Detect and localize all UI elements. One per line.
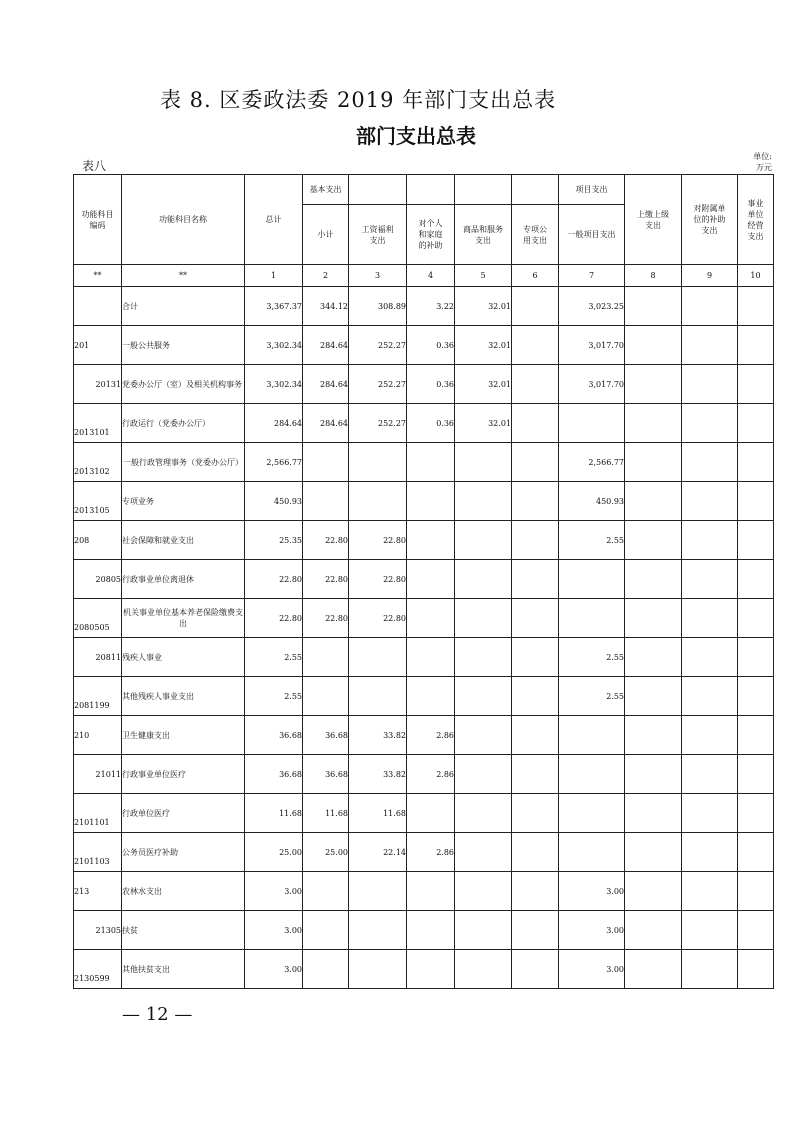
- func-code-cell: 2130599: [74, 950, 122, 989]
- general-cell: 3.00: [559, 911, 625, 950]
- personal-cell: [407, 911, 455, 950]
- general-cell: [559, 833, 625, 872]
- table-row: [74, 365, 774, 404]
- subtotal-cell: 36.68: [303, 755, 349, 794]
- header-empty-2: [407, 175, 455, 205]
- func-name-cell: 卫生健康支出: [122, 716, 245, 755]
- func-code-cell: 20805: [74, 560, 122, 599]
- expenditure-table: [73, 174, 774, 989]
- header-row-1: [74, 175, 774, 205]
- business-cell: [738, 287, 774, 326]
- table-row: [74, 482, 774, 521]
- header-empty-1: [349, 175, 407, 205]
- general-cell: 3.00: [559, 872, 625, 911]
- special-cell: [512, 716, 559, 755]
- total-cell: 36.68: [245, 716, 303, 755]
- special-cell: [512, 365, 559, 404]
- special-cell: [512, 599, 559, 638]
- affiliated-cell: [682, 833, 738, 872]
- affiliated-cell: [682, 521, 738, 560]
- header-total: 总计: [245, 175, 303, 265]
- func-name-cell: 机关事业单位基本养老保险缴费支出: [122, 599, 245, 638]
- subtotal-cell: 22.80: [303, 599, 349, 638]
- upper-cell: [625, 872, 682, 911]
- func-code-cell: [74, 287, 122, 326]
- header-index-row: [74, 265, 774, 287]
- func-code-cell: 20811: [74, 638, 122, 677]
- general-cell: 450.93: [559, 482, 625, 521]
- subtotal-cell: [303, 911, 349, 950]
- personal-cell: 2.86: [407, 755, 455, 794]
- table-row: [74, 950, 774, 989]
- func-code-cell: 2080505: [74, 599, 122, 638]
- subtotal-cell: [303, 872, 349, 911]
- total-cell: 3,302.34: [245, 326, 303, 365]
- column-index: 7: [559, 265, 625, 287]
- wage-cell: 22.80: [349, 521, 407, 560]
- subtotal-cell: 344.12: [303, 287, 349, 326]
- func-name-cell: 行政运行（党委办公厅）: [122, 404, 245, 443]
- personal-cell: [407, 560, 455, 599]
- func-code-cell: 20131: [74, 365, 122, 404]
- wage-cell: 11.68: [349, 794, 407, 833]
- business-cell: [738, 794, 774, 833]
- header-func-code: 功能科目编码: [74, 175, 122, 265]
- upper-cell: [625, 404, 682, 443]
- personal-cell: 3.22: [407, 287, 455, 326]
- subtotal-cell: 25.00: [303, 833, 349, 872]
- func-name-cell: 其他扶贫支出: [122, 950, 245, 989]
- affiliated-cell: [682, 716, 738, 755]
- total-cell: 25.00: [245, 833, 303, 872]
- affiliated-cell: [682, 872, 738, 911]
- goods-cell: [455, 482, 512, 521]
- general-cell: 3,023.25: [559, 287, 625, 326]
- wage-cell: 22.80: [349, 599, 407, 638]
- header-func-name: 功能科目名称: [122, 175, 245, 265]
- table-row: [74, 833, 774, 872]
- general-cell: [559, 794, 625, 833]
- unit-value: 万元: [756, 163, 772, 172]
- column-index: 10: [738, 265, 774, 287]
- general-cell: [559, 599, 625, 638]
- total-cell: 36.68: [245, 755, 303, 794]
- subtotal-cell: [303, 482, 349, 521]
- general-cell: [559, 755, 625, 794]
- business-cell: [738, 365, 774, 404]
- affiliated-cell: [682, 599, 738, 638]
- total-cell: 11.68: [245, 794, 303, 833]
- special-cell: [512, 911, 559, 950]
- business-cell: [738, 950, 774, 989]
- general-cell: 3,017.70: [559, 326, 625, 365]
- header-upper: 上缴上级支出: [625, 175, 682, 265]
- column-index: **: [122, 265, 245, 287]
- personal-cell: 0.36: [407, 365, 455, 404]
- upper-cell: [625, 833, 682, 872]
- wage-cell: 33.82: [349, 716, 407, 755]
- unit-label-text: 单位:: [753, 152, 772, 161]
- personal-cell: [407, 677, 455, 716]
- goods-cell: [455, 950, 512, 989]
- personal-cell: 0.36: [407, 404, 455, 443]
- special-cell: [512, 950, 559, 989]
- document-title: 表 8. 区委政法委 2019 年部门支出总表: [160, 88, 557, 112]
- subtotal-cell: [303, 638, 349, 677]
- wage-cell: [349, 911, 407, 950]
- general-cell: [559, 560, 625, 599]
- general-cell: 2.55: [559, 677, 625, 716]
- upper-cell: [625, 521, 682, 560]
- personal-cell: 2.86: [407, 833, 455, 872]
- special-cell: [512, 794, 559, 833]
- header-business: 事业单位经营支出: [738, 175, 774, 265]
- goods-cell: [455, 872, 512, 911]
- column-index: 4: [407, 265, 455, 287]
- subtotal-cell: 36.68: [303, 716, 349, 755]
- subtotal-cell: 284.64: [303, 326, 349, 365]
- upper-cell: [625, 599, 682, 638]
- table-row: [74, 677, 774, 716]
- total-cell: 2.55: [245, 638, 303, 677]
- special-cell: [512, 560, 559, 599]
- affiliated-cell: [682, 482, 738, 521]
- affiliated-cell: [682, 638, 738, 677]
- table-row: [74, 521, 774, 560]
- goods-cell: 32.01: [455, 404, 512, 443]
- goods-cell: 32.01: [455, 365, 512, 404]
- personal-cell: [407, 872, 455, 911]
- header-basic: 基本支出: [303, 175, 349, 205]
- business-cell: [738, 326, 774, 365]
- func-code-cell: 2081199: [74, 677, 122, 716]
- business-cell: [738, 755, 774, 794]
- header-general-project: 一般项目支出: [559, 205, 625, 265]
- upper-cell: [625, 443, 682, 482]
- column-index: 1: [245, 265, 303, 287]
- special-cell: [512, 404, 559, 443]
- wage-cell: [349, 638, 407, 677]
- column-index: 5: [455, 265, 512, 287]
- func-code-cell: 2013102: [74, 443, 122, 482]
- func-code-cell: 2101101: [74, 794, 122, 833]
- func-code-cell: 2013101: [74, 404, 122, 443]
- unit-label: [738, 151, 772, 173]
- personal-cell: [407, 794, 455, 833]
- affiliated-cell: [682, 677, 738, 716]
- special-cell: [512, 755, 559, 794]
- general-cell: [559, 404, 625, 443]
- table-body: [74, 175, 774, 989]
- goods-cell: [455, 677, 512, 716]
- header-subsidy-affiliated: 对附属单位的补助支出: [682, 175, 738, 265]
- func-name-cell: 专项业务: [122, 482, 245, 521]
- subtotal-cell: [303, 443, 349, 482]
- special-cell: [512, 521, 559, 560]
- business-cell: [738, 443, 774, 482]
- general-cell: 3,017.70: [559, 365, 625, 404]
- goods-cell: [455, 521, 512, 560]
- subtotal-cell: 11.68: [303, 794, 349, 833]
- upper-cell: [625, 911, 682, 950]
- business-cell: [738, 911, 774, 950]
- upper-cell: [625, 560, 682, 599]
- func-code-cell: 21305: [74, 911, 122, 950]
- header-empty-4: [512, 175, 559, 205]
- general-cell: 3.00: [559, 950, 625, 989]
- upper-cell: [625, 950, 682, 989]
- subtotal-cell: [303, 950, 349, 989]
- goods-cell: [455, 716, 512, 755]
- subtotal-cell: 284.64: [303, 404, 349, 443]
- func-code-cell: 21011: [74, 755, 122, 794]
- special-cell: [512, 872, 559, 911]
- total-cell: 25.35: [245, 521, 303, 560]
- special-cell: [512, 833, 559, 872]
- table-row: [74, 443, 774, 482]
- table-row: [74, 755, 774, 794]
- wage-cell: 252.27: [349, 326, 407, 365]
- total-cell: 2,566.77: [245, 443, 303, 482]
- personal-cell: [407, 482, 455, 521]
- goods-cell: 32.01: [455, 287, 512, 326]
- column-index: 8: [625, 265, 682, 287]
- wage-cell: 22.80: [349, 560, 407, 599]
- func-name-cell: 社会保障和就业支出: [122, 521, 245, 560]
- table-row: [74, 287, 774, 326]
- total-cell: 3.00: [245, 950, 303, 989]
- affiliated-cell: [682, 794, 738, 833]
- subtotal-cell: [303, 677, 349, 716]
- func-name-cell: 党委办公厅（室）及相关机构事务: [122, 365, 245, 404]
- total-cell: 3.00: [245, 911, 303, 950]
- personal-cell: [407, 599, 455, 638]
- func-name-cell: 合计: [122, 287, 245, 326]
- upper-cell: [625, 638, 682, 677]
- func-name-cell: 行政事业单位医疗: [122, 755, 245, 794]
- func-code-cell: 2013105: [74, 482, 122, 521]
- wage-cell: [349, 443, 407, 482]
- func-name-cell: 一般行政管理事务（党委办公厅）: [122, 443, 245, 482]
- affiliated-cell: [682, 326, 738, 365]
- table-row: [74, 911, 774, 950]
- personal-cell: [407, 950, 455, 989]
- goods-cell: [455, 443, 512, 482]
- special-cell: [512, 677, 559, 716]
- table-row: [74, 560, 774, 599]
- column-index: 2: [303, 265, 349, 287]
- wage-cell: 22.14: [349, 833, 407, 872]
- header-empty-3: [455, 175, 512, 205]
- total-cell: 284.64: [245, 404, 303, 443]
- wage-cell: 33.82: [349, 755, 407, 794]
- goods-cell: [455, 911, 512, 950]
- func-code-cell: 210: [74, 716, 122, 755]
- upper-cell: [625, 326, 682, 365]
- personal-cell: [407, 521, 455, 560]
- business-cell: [738, 521, 774, 560]
- func-name-cell: 残疾人事业: [122, 638, 245, 677]
- column-index: 9: [682, 265, 738, 287]
- upper-cell: [625, 482, 682, 521]
- func-name-cell: 公务员医疗补助: [122, 833, 245, 872]
- general-cell: 2.55: [559, 521, 625, 560]
- goods-cell: [455, 833, 512, 872]
- subtotal-cell: 284.64: [303, 365, 349, 404]
- func-name-cell: 一般公共服务: [122, 326, 245, 365]
- func-name-cell: 农林水支出: [122, 872, 245, 911]
- header-wage: 工资福利支出: [349, 205, 407, 265]
- goods-cell: [455, 599, 512, 638]
- upper-cell: [625, 365, 682, 404]
- table-row: [74, 599, 774, 638]
- business-cell: [738, 716, 774, 755]
- affiliated-cell: [682, 404, 738, 443]
- func-name-cell: 其他残疾人事业支出: [122, 677, 245, 716]
- personal-cell: [407, 443, 455, 482]
- affiliated-cell: [682, 443, 738, 482]
- affiliated-cell: [682, 287, 738, 326]
- business-cell: [738, 872, 774, 911]
- goods-cell: [455, 794, 512, 833]
- header-project: 项目支出: [559, 175, 625, 205]
- func-code-cell: 201: [74, 326, 122, 365]
- func-name-cell: 行政单位医疗: [122, 794, 245, 833]
- wage-cell: 252.27: [349, 404, 407, 443]
- column-index: **: [74, 265, 122, 287]
- goods-cell: 32.01: [455, 326, 512, 365]
- total-cell: 22.80: [245, 599, 303, 638]
- affiliated-cell: [682, 365, 738, 404]
- special-cell: [512, 287, 559, 326]
- upper-cell: [625, 677, 682, 716]
- header-personal: 对个人和家庭的补助: [407, 205, 455, 265]
- special-cell: [512, 443, 559, 482]
- affiliated-cell: [682, 950, 738, 989]
- table-row: [74, 638, 774, 677]
- header-special-public: 专项公用支出: [512, 205, 559, 265]
- general-cell: 2.55: [559, 638, 625, 677]
- header-subtotal: 小计: [303, 205, 349, 265]
- header-goods: 商品和服务支出: [455, 205, 512, 265]
- table-row: [74, 794, 774, 833]
- page-number: — 12 —: [122, 1004, 193, 1025]
- total-cell: 450.93: [245, 482, 303, 521]
- func-code-cell: 213: [74, 872, 122, 911]
- goods-cell: [455, 560, 512, 599]
- total-cell: 3.00: [245, 872, 303, 911]
- total-cell: 3,367.37: [245, 287, 303, 326]
- subtotal-cell: 22.80: [303, 560, 349, 599]
- wage-cell: [349, 950, 407, 989]
- general-cell: [559, 716, 625, 755]
- affiliated-cell: [682, 755, 738, 794]
- special-cell: [512, 638, 559, 677]
- wage-cell: 252.27: [349, 365, 407, 404]
- subtotal-cell: 22.80: [303, 521, 349, 560]
- wage-cell: [349, 872, 407, 911]
- affiliated-cell: [682, 560, 738, 599]
- business-cell: [738, 677, 774, 716]
- total-cell: 22.80: [245, 560, 303, 599]
- column-index: 6: [512, 265, 559, 287]
- func-name-cell: 扶贫: [122, 911, 245, 950]
- table-title: 部门支出总表: [356, 124, 476, 148]
- general-cell: 2,566.77: [559, 443, 625, 482]
- column-index: 3: [349, 265, 407, 287]
- upper-cell: [625, 287, 682, 326]
- business-cell: [738, 482, 774, 521]
- business-cell: [738, 599, 774, 638]
- personal-cell: [407, 638, 455, 677]
- table-row: [74, 716, 774, 755]
- total-cell: 2.55: [245, 677, 303, 716]
- upper-cell: [625, 755, 682, 794]
- func-name-cell: 行政事业单位离退休: [122, 560, 245, 599]
- goods-cell: [455, 638, 512, 677]
- table-row: [74, 404, 774, 443]
- special-cell: [512, 482, 559, 521]
- table-code: 表八: [82, 159, 107, 173]
- upper-cell: [625, 716, 682, 755]
- total-cell: 3,302.34: [245, 365, 303, 404]
- upper-cell: [625, 794, 682, 833]
- affiliated-cell: [682, 911, 738, 950]
- personal-cell: 0.36: [407, 326, 455, 365]
- func-code-cell: 2101103: [74, 833, 122, 872]
- table-row: [74, 872, 774, 911]
- personal-cell: 2.86: [407, 716, 455, 755]
- wage-cell: 308.89: [349, 287, 407, 326]
- table-row: [74, 326, 774, 365]
- business-cell: [738, 560, 774, 599]
- wage-cell: [349, 482, 407, 521]
- business-cell: [738, 404, 774, 443]
- func-code-cell: 208: [74, 521, 122, 560]
- special-cell: [512, 326, 559, 365]
- business-cell: [738, 638, 774, 677]
- goods-cell: [455, 755, 512, 794]
- business-cell: [738, 833, 774, 872]
- wage-cell: [349, 677, 407, 716]
